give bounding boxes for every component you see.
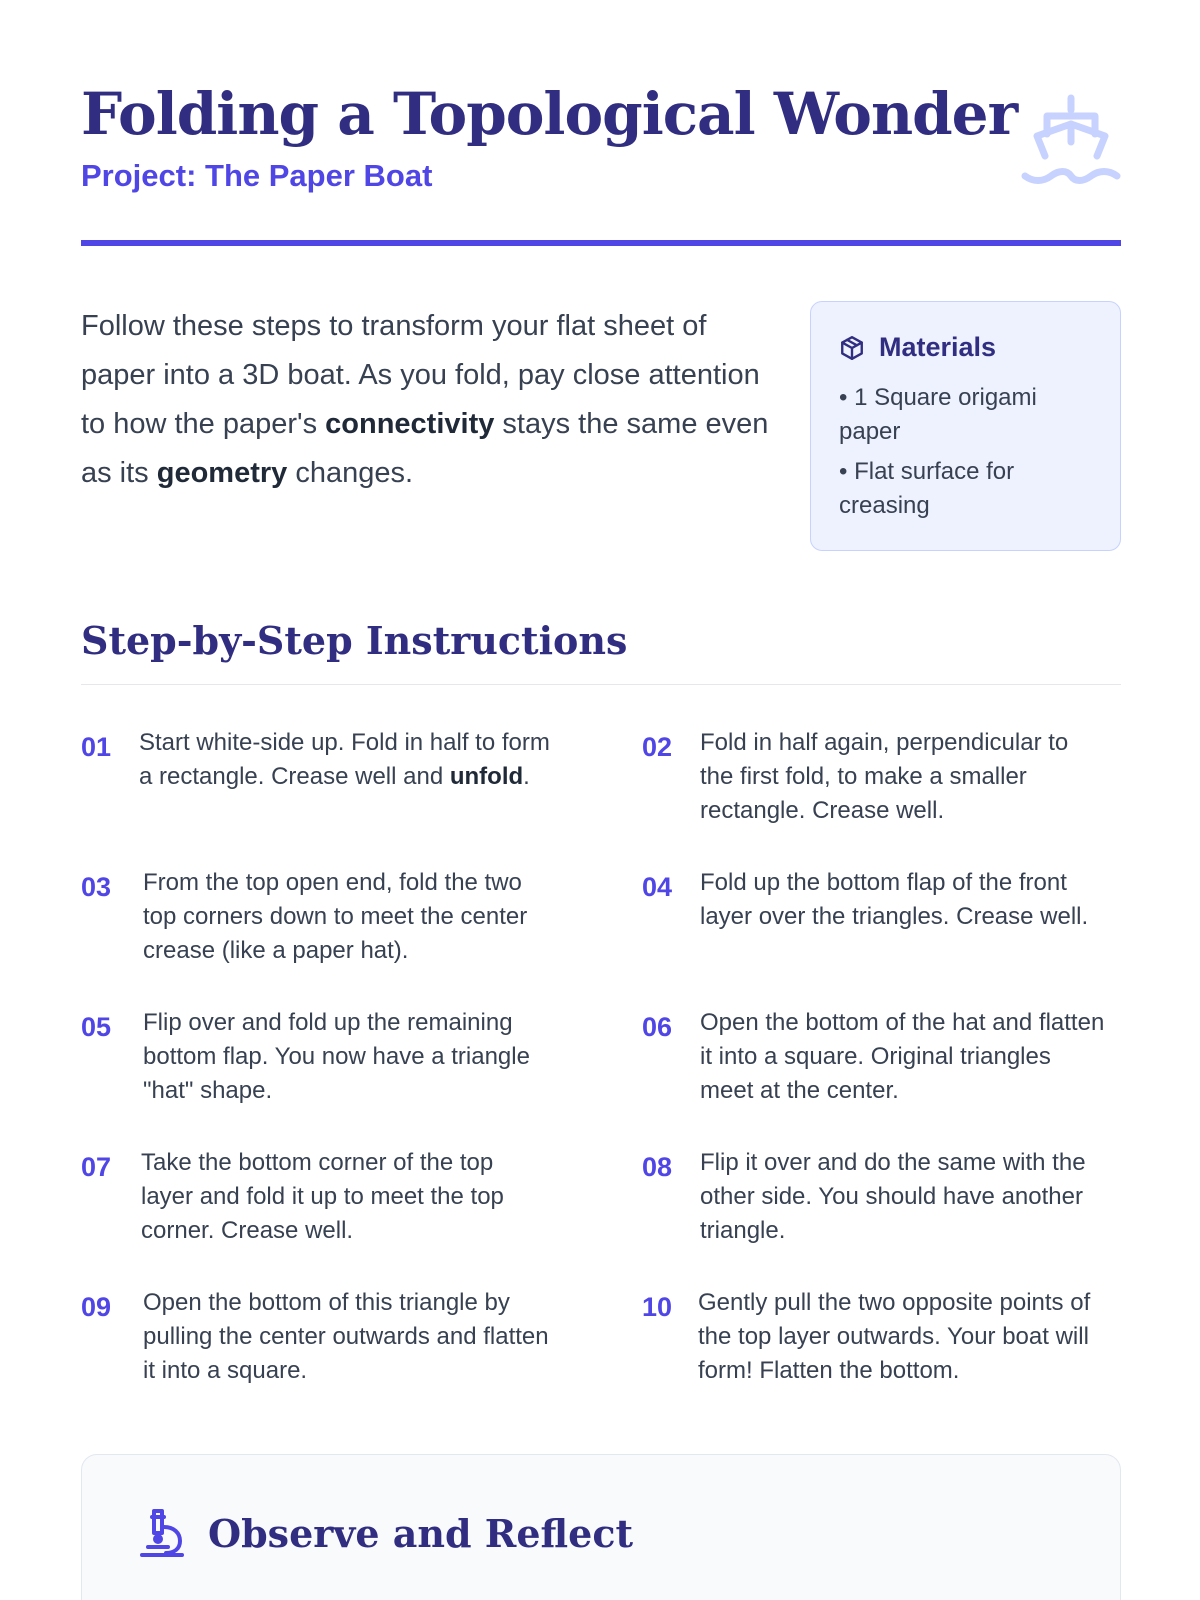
step-number: 08: [642, 1152, 673, 1182]
step-text: Open the bottom of the hat and flatten it into a square. Original triangles meet at the center.: [700, 1009, 1105, 1104]
step-text: Open the bottom of this triangle by pulling the center outwards and flatten it into a square.: [143, 1289, 549, 1384]
step-number: 06: [642, 1012, 673, 1042]
step-item: [642, 1146, 1107, 1248]
intro-text-1: Follow these steps to transform your flat sheet of paper into a 3D boat. As you fold, pay close attention to how the paper's: [81, 310, 760, 440]
header: [81, 0, 1121, 246]
materials-header: [839, 332, 1092, 363]
step-item: [642, 1286, 1117, 1388]
step-text: From the top open end, fold the two top corners down to meet the center crease (like a paper hat).: [143, 869, 528, 964]
materials-item: • Flat surface for creasing: [839, 458, 1015, 519]
step-number: 02: [642, 732, 673, 762]
intro-bold-connectivity: connectivity: [325, 408, 495, 440]
step-text: [139, 726, 551, 794]
step-number: 07: [81, 1152, 112, 1182]
step-text: Gently pull the two opposite points of the top layer outwards. Your boat will form! Flatten the bottom.: [698, 1289, 1091, 1384]
step-number: 10: [642, 1292, 673, 1322]
intro-row: [81, 300, 1121, 552]
page-subtitle: Project: The Paper Boat: [81, 158, 433, 193]
step-number: 05: [81, 1012, 112, 1042]
step-item: [81, 866, 551, 968]
step-item: [642, 1006, 1107, 1108]
step-item: [81, 1146, 551, 1248]
step-number: 03: [81, 872, 112, 902]
microscope-icon: [138, 1507, 186, 1559]
page-title: Folding a Topological Wonder: [81, 80, 1018, 148]
step-item: [642, 866, 1107, 934]
observe-card: [81, 1454, 1121, 1600]
step-number: 09: [81, 1292, 112, 1322]
package-icon: [839, 335, 865, 361]
observe-header: [138, 1507, 633, 1559]
intro-text-3: changes.: [287, 457, 414, 489]
section-divider: [81, 684, 1121, 685]
step-text: Take the bottom corner of the top layer and fold it up to meet the top corner. Crease well.: [141, 1149, 504, 1244]
step-text: Flip over and fold up the remaining bottom flap. You now have a triangle "hat" shape.: [143, 1009, 530, 1104]
step-number: 01: [81, 732, 112, 762]
step-text: Fold in half again, perpendicular to the first fold, to make a smaller rectangle. Crease well.: [700, 729, 1069, 824]
step-item: [81, 726, 551, 794]
observe-title: Observe and Reflect: [208, 1510, 634, 1556]
step-text: Flip it over and do the same with the other side. You should have another triangle.: [700, 1149, 1086, 1244]
worksheet-page: [81, 0, 1121, 1556]
materials-card: [810, 301, 1121, 551]
step-item: [81, 1286, 551, 1388]
intro-paragraph: [81, 302, 771, 498]
materials-title: Materials: [879, 332, 997, 362]
step-text-main: Start white-side up. Fold in half to form a rectangle. Crease well and: [139, 729, 550, 790]
step-item: [81, 1006, 551, 1108]
header-divider: [81, 240, 1121, 246]
steps-section-title: Step-by-Step Instructions: [81, 618, 628, 663]
step-text-tail: .: [523, 763, 530, 790]
step-item: [642, 726, 1107, 828]
step-text: Fold up the bottom flap of the front layer over the triangles. Crease well.: [700, 869, 1089, 930]
step-number: 04: [642, 872, 673, 902]
ship-icon: [1021, 90, 1121, 190]
materials-list: [839, 381, 1092, 523]
step-text-bold: unfold: [449, 763, 524, 790]
intro-bold-geometry: geometry: [156, 457, 288, 489]
intro-text-2: stays the same even as its: [81, 408, 769, 489]
materials-item: • 1 Square origami paper: [839, 384, 1037, 445]
